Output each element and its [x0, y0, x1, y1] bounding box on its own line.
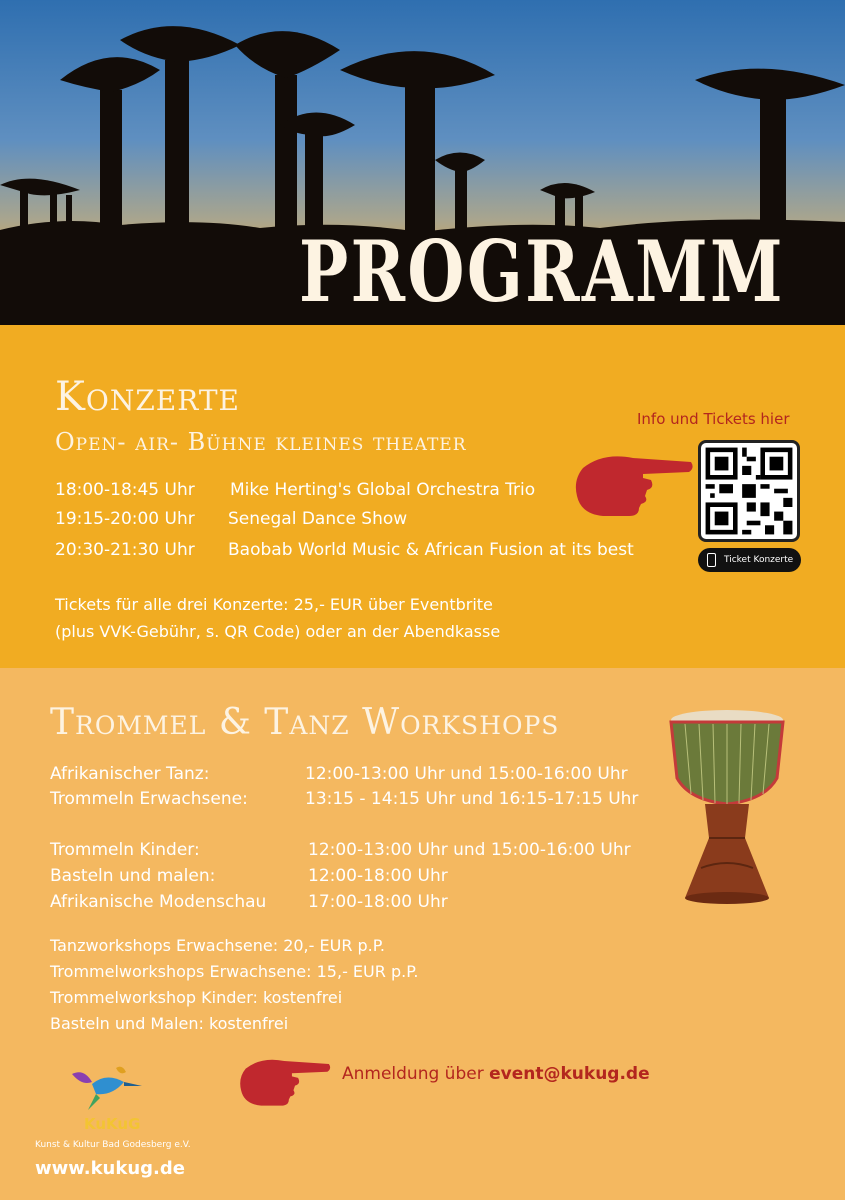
stage-subheading: Open- air- Bühne kleines theater — [55, 428, 467, 456]
workshop-name: Afrikanische Modenschau — [50, 892, 267, 912]
website-link[interactable]: www.kukug.de — [35, 1158, 185, 1179]
registration-prefix: Anmeldung über — [342, 1064, 484, 1084]
tickets-info: (plus VVK-Gebühr, s. QR Code) oder an der Abendkasse — [55, 622, 501, 641]
organization-name: Kunst & Kultur Bad Godesberg e.V. — [35, 1140, 191, 1150]
qr-caption: Info und Tickets hier — [637, 410, 790, 428]
workshop-name: Afrikanischer Tanz: — [50, 764, 210, 784]
price-line: Tanzworkshops Erwachsene: 20,- EUR p.P. — [50, 936, 385, 955]
page-title: PROGRAMM — [299, 222, 785, 321]
price-line: Trommelworkshops Erwachsene: 15,- EUR p.P. — [50, 962, 419, 981]
workshop-time: 12:00-18:00 Uhr — [308, 866, 448, 886]
workshop-name: Basteln und malen: — [50, 866, 216, 886]
kukug-logo-text: KuKuG — [84, 1115, 141, 1133]
ticket-button-label: Ticket Konzerte — [724, 555, 794, 565]
qr-code[interactable] — [698, 440, 800, 542]
price-line: Trommelworkshop Kinder: kostenfrei — [50, 988, 343, 1007]
workshop-time: 17:00-18:00 Uhr — [308, 892, 448, 912]
concert-time: 19:15-20:00 Uhr — [55, 509, 195, 529]
djembe-drum-icon — [665, 708, 790, 908]
registration-line — [342, 1064, 650, 1084]
workshop-time: 12:00-13:00 Uhr und 15:00-16:00 Uhr — [305, 764, 628, 784]
workshop-name: Trommeln Kinder: — [50, 840, 200, 860]
concert-act: Senegal Dance Show — [228, 509, 408, 529]
workshop-time: 13:15 - 14:15 Uhr und 16:15-17:15 Uhr — [305, 789, 639, 809]
concert-time: 20:30-21:30 Uhr — [55, 540, 195, 560]
hummingbird-logo-icon — [66, 1062, 146, 1118]
tickets-info: Tickets für alle drei Konzerte: 25,- EUR über Eventbrite — [55, 595, 493, 614]
workshop-name: Trommeln Erwachsene: — [50, 789, 248, 809]
workshop-time: 12:00-13:00 Uhr und 15:00-16:00 Uhr — [308, 840, 631, 860]
pointing-hand-icon — [238, 1048, 332, 1114]
concert-act: Baobab World Music & African Fusion at its best — [228, 540, 634, 560]
price-line: Basteln und Malen: kostenfrei — [50, 1014, 289, 1033]
concert-act: Mike Herting's Global Orchestra Trio — [230, 480, 536, 500]
concert-time: 18:00-18:45 Uhr — [55, 480, 195, 500]
ticket-konzerte-button[interactable] — [698, 548, 801, 572]
pointing-hand-icon — [573, 448, 695, 520]
workshops-heading: Trommel & Tanz Workshops — [50, 702, 560, 743]
registration-email-link[interactable]: event@kukug.de — [489, 1064, 650, 1084]
konzerte-heading: Konzerte — [55, 374, 240, 420]
qr-code-icon — [701, 443, 797, 539]
phone-icon — [707, 553, 716, 567]
section-divider — [0, 300, 845, 340]
